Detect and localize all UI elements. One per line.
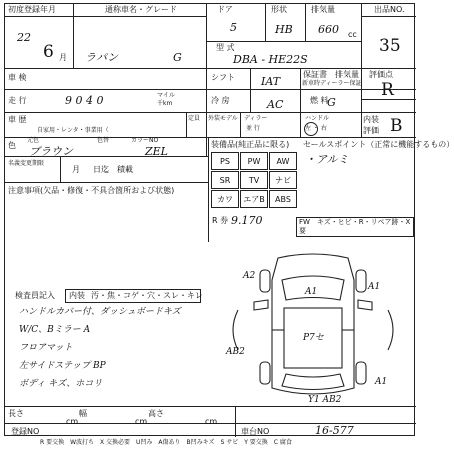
equipment-item-5: ナビ — [269, 171, 297, 189]
color-orig-label: 元色 — [27, 137, 40, 144]
rating-label: 評価点 — [369, 70, 393, 79]
handle-label: ハンドル — [305, 115, 330, 122]
diag-a1-rear: A1 — [375, 377, 388, 387]
dealer-sub: 並 行 — [246, 125, 260, 132]
color-code-label: カラーNO — [131, 137, 159, 144]
day-exit-label: 日迄 — [93, 165, 109, 174]
doors-value: 5 — [230, 21, 237, 34]
ac-label: 冷 房 — [211, 96, 230, 105]
mileage-unit: 千km — [157, 100, 173, 107]
auction-sheet — [4, 3, 454, 437]
dealer-label: ディラー — [244, 115, 268, 122]
color-head-label: 色 — [8, 141, 16, 150]
equipment-item-4: TV — [240, 171, 268, 189]
rating-value: R — [381, 80, 394, 100]
bottom-bar: FW キズ・ヒビ・R・リペア跡・X 要 — [296, 217, 414, 237]
handle-left-circle — [304, 122, 318, 136]
color-code-value: ZEL — [145, 145, 168, 158]
equipment-item-1: PW — [240, 152, 268, 170]
footer-legend: R 要交換 W波打ち X 交換必要 U凹み A傷あり B凹みキズ S サビ Y 要交換 C 腐食 — [40, 439, 292, 446]
shape-label: 形状 — [271, 5, 287, 14]
equipment-item-6: カワ — [211, 190, 239, 208]
reg-no-label: 登録NO — [11, 427, 40, 436]
car-name-value: ラパン — [85, 51, 118, 64]
reg-year-value: 22 — [17, 31, 31, 44]
grade-value: G — [173, 51, 182, 64]
length-unit: cm — [66, 417, 79, 426]
note-line-3: 左サイドステップ BP — [19, 361, 106, 371]
diag-a2-front: A2 — [243, 271, 256, 281]
door-label: ドア — [217, 5, 233, 14]
model-code-value: DBA - HE22S — [233, 53, 308, 66]
registration-no-value: 16-577 — [315, 424, 354, 437]
interior-check-options: 汚・焦・コゲ・穴・スレ・キレ — [91, 291, 203, 300]
shift-label: シフト — [211, 73, 235, 82]
width-unit: cm — [135, 417, 148, 426]
equipment-item-2: AW — [269, 152, 297, 170]
note-line-4: ボディ キズ、ホコリ — [19, 379, 103, 389]
equipment-item-0: PS — [211, 152, 239, 170]
shift-value: IAT — [261, 75, 281, 88]
rsw-label: R 券 — [212, 216, 229, 225]
displacement-value: 660 — [318, 23, 339, 36]
shape-value: HB — [275, 23, 293, 36]
name-change-label: 名義変更期限 — [8, 160, 45, 167]
name-grade-label: 通称車名・グレード — [105, 5, 177, 14]
inspector-label: 検査員記入 — [15, 291, 55, 300]
vehicle-no-label: 車台NO — [241, 427, 270, 436]
interior-rating-value: B — [390, 116, 403, 136]
height-label: 高さ — [148, 409, 164, 418]
capacity-label: 定員 — [188, 115, 201, 122]
rsw-value: 9.170 — [231, 214, 263, 227]
ac-value: AC — [267, 98, 284, 111]
displacement-side-label: 排気量 — [335, 70, 359, 79]
mileage-value: 9 0 4 0 — [65, 94, 104, 107]
diag-rear-marks: Y1 AB2 — [308, 395, 342, 405]
guarantee-label: 保証書 — [303, 70, 327, 79]
height-unit: cm — [205, 417, 218, 426]
cc-unit: cc — [348, 30, 357, 39]
length-label: 長さ — [8, 409, 24, 418]
handle-opts: 左 ・ 右 — [305, 125, 327, 132]
guarantee-sub: 新車時ディーラー保証 — [302, 80, 362, 87]
selling-points-label: セールスポイント（正常に機能するもの） — [303, 140, 454, 149]
reg-month-value: 6 — [43, 42, 54, 62]
diag-center: P7セ — [303, 333, 324, 343]
history-sub: 自家用・レンタ・事業用（ — [37, 127, 109, 134]
fuel-label: 燃 料 — [310, 96, 329, 105]
month-label: 月 — [72, 165, 80, 174]
inspection-label: 車 検 — [8, 73, 27, 82]
interior-check-label: 内装 — [69, 291, 85, 300]
equipment-item-3: SR — [211, 171, 239, 189]
width-label: 幅 — [79, 409, 87, 418]
notes-heading: 注意事項(欠品・修復・不具合箇所および状態) — [8, 186, 175, 195]
load-label: 積載 — [117, 165, 133, 174]
note-line-0: ハンドルカバー付、ダッシュボードキズ — [19, 307, 181, 317]
mile-label: マイル — [157, 92, 175, 99]
model-label: 型 式 — [216, 43, 235, 52]
history-label: 車 歴 — [8, 115, 27, 124]
mileage-label: 走 行 — [8, 96, 27, 105]
ext-model-label: 外装モデル — [208, 115, 238, 122]
equipment-label: 装備品(純正品に限る) — [211, 140, 290, 149]
first-reg-label: 初度登録年月 — [8, 5, 56, 14]
month-suffix: 月 — [59, 53, 67, 62]
fuel-value: G — [327, 96, 336, 109]
diag-ab2-left: AB2 — [226, 347, 245, 357]
equipment-item-7: エアB — [240, 190, 268, 208]
diag-a1-front: A1 — [305, 287, 318, 297]
displacement-label: 排気量 — [311, 5, 335, 14]
lot-label: 出品NO. — [374, 5, 405, 14]
color-value: ブラウン — [29, 145, 73, 158]
diag-a1-right: A1 — [368, 282, 381, 292]
color-now-label: 色替 — [97, 137, 110, 144]
interior-sub: 評価 — [363, 126, 379, 135]
lot-number-value: 35 — [379, 36, 401, 56]
note-line-2: フロアマット — [19, 343, 73, 353]
interior-label: 内装 — [363, 115, 379, 124]
note-line-1: W/C、Bミラー A — [19, 325, 91, 335]
equipment-item-8: ABS — [269, 190, 297, 208]
selling-point-value: ・アルミ — [305, 153, 349, 166]
